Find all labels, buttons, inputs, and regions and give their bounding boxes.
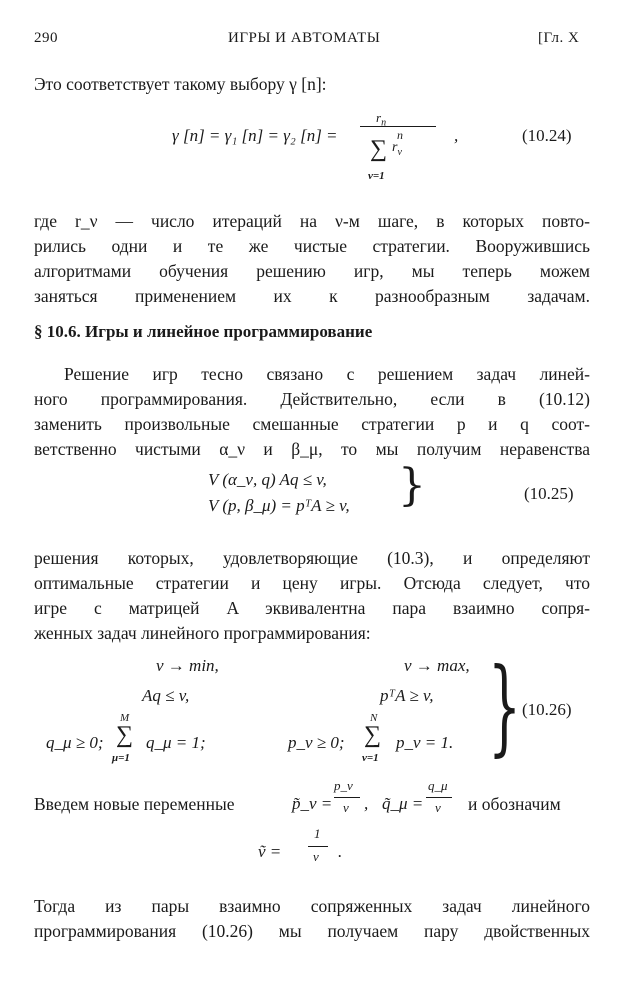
eq-10-24-sum: ∑ (370, 136, 388, 162)
eq-10-24-lhs: γ [n] = γ₁ [n] = γ₂ [n] = (172, 126, 338, 145)
intro-vars-p-den: v (343, 800, 349, 815)
eq-10-26-right-3a: p_ν ≥ 0; (288, 733, 345, 752)
paragraph-2-line: заменить произвольные смешанные стратегии p и q соот- (34, 414, 590, 434)
paragraph-4 (34, 894, 590, 944)
eq-10-26-right-3b: p_ν = 1. (396, 733, 454, 752)
paragraph-3-line: женных задач линейного программирования: (34, 623, 371, 643)
intro-vars-q-num: q_μ (428, 778, 448, 793)
eq-10-26-left-sum: ∑ (116, 722, 134, 748)
paragraph-3-line: оптимальные стратегии и цену игры. Отсюда следует, что (34, 573, 590, 593)
paragraph-1-line: рились одни и те же чистые стратегии. Вооружившись (34, 236, 590, 256)
intro-vars-q-bar (426, 797, 452, 798)
running-title: ИГРЫ И АВТОМАТЫ (228, 30, 381, 46)
eq-10-26-left-1: v → min, (156, 656, 219, 675)
eq-10-26-right-sum-upper: N (370, 712, 378, 724)
eq-10-26-right-sum-lower: ν=1 (362, 752, 379, 764)
intro-vars-q-tilde: q̃_μ = (382, 794, 424, 813)
eq-10-24-sum-term: $r_\nu$ (392, 140, 402, 158)
eq-10-26-right-1: v → max, (404, 656, 470, 675)
intro-vars-q-den: v (435, 800, 441, 815)
paragraph-2-line: ветственно чистыми α_ν и β_μ, то мы получим неравенства (34, 439, 590, 459)
eq-10-26-left-sum-upper: M (120, 712, 130, 724)
paragraph-1-line: заняться применением их к разнообразным задачам. (34, 286, 590, 306)
eq-10-26-brace: } (488, 645, 522, 767)
paragraph-1-line: алгоритмами обучения решению игр, мы теперь можем (34, 261, 590, 281)
eq-10-24-comma: , (454, 126, 459, 145)
page-number: 290 (34, 30, 58, 46)
eq-10-24-fraction-bar (360, 126, 436, 127)
intro-vars-p-bar (334, 797, 360, 798)
eq-10-25-line-1: V (α_ν, q) Aq ≤ v, (208, 470, 327, 489)
intro-vars-p-num: p_ν (334, 778, 353, 793)
eq-10-26-label: (10.26) (522, 700, 572, 719)
paragraph-1 (34, 209, 590, 309)
paragraph-1-line: где r_ν — число итераций на ν-м шаге, в которых повто- (34, 211, 590, 231)
paragraph-4-line: Тогда из пары взаимно сопряженных задач линейного (34, 896, 590, 916)
eq-v-tilde-bar (308, 846, 328, 847)
eq-v-tilde-lhs: ṽ = (258, 842, 282, 861)
eq-v-tilde-den: v (313, 849, 319, 864)
eq-v-tilde-period: . (338, 842, 343, 861)
intro-vars-suffix: и обозначим (468, 794, 561, 814)
paragraph-4-line: программирования (10.26) мы получаем пару двойственных (34, 921, 590, 941)
eq-10-24-sum-lower: ν=1 (368, 170, 385, 182)
eq-10-26-left-3a: q_μ ≥ 0; (46, 733, 104, 752)
paragraph-2 (34, 362, 590, 462)
section-heading: § 10.6. Игры и линейное программирование (34, 322, 373, 341)
paragraph-3-line: решения которых, удовлетворяющие (10.3), и определяют (34, 548, 590, 568)
intro-vars-prefix: Введем новые переменные (34, 794, 235, 814)
eq-v-tilde-num: 1 (314, 826, 321, 841)
eq-10-26-right-sum: ∑ (364, 722, 382, 748)
eq-10-24-label: (10.24) (522, 126, 572, 145)
eq-10-25-brace: } (398, 460, 426, 511)
eq-10-26-left-3b: q_μ = 1; (146, 733, 206, 752)
paragraph-2-line: Решение игр тесно связано с решением задач линей- (64, 364, 590, 384)
eq-10-26-left-sum-lower: μ=1 (112, 752, 130, 764)
eq-10-25-label: (10.25) (524, 484, 574, 503)
chapter-marker: [Гл. X (538, 30, 580, 46)
intro-vars-comma: , (364, 794, 369, 813)
paragraph-2-line: ного программирования. Действительно, если в (10.12) (34, 389, 590, 409)
eq-10-26-right-2: pᵀA ≥ v, (380, 686, 434, 705)
eq-10-24-numerator: $r_n$ (376, 110, 387, 129)
intro-vars-p-tilde: p̃_ν = (292, 794, 333, 813)
eq-10-26-left-2: Aq ≤ v, (142, 686, 190, 705)
intro-line: Это соответствует такому выбору γ [n]: (34, 74, 327, 94)
paragraph-3 (34, 546, 590, 646)
paragraph-3-line: игре с матрицей A эквивалентна пара взаимно сопря- (34, 598, 590, 618)
eq-10-24-numerator-n: n (397, 128, 403, 142)
eq-10-25-line-2: V (p, β_μ) = pᵀA ≥ v, (208, 496, 350, 515)
